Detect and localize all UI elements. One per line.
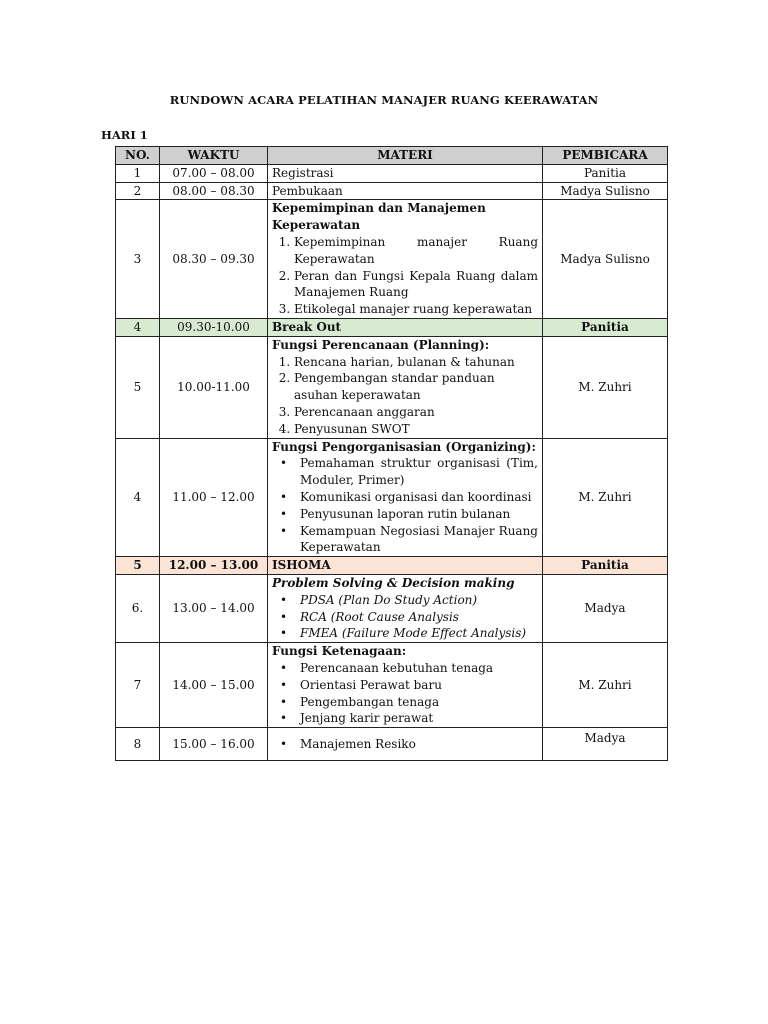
material-title: Problem Solving & Decision making — [272, 575, 515, 590]
row-speaker: Panitia — [543, 557, 668, 575]
list-item: 3. Etikolegal manajer ruang keperawatan — [294, 301, 538, 318]
table-row — [116, 336, 668, 438]
list-item: • Kemampuan Negosiasi Manajer Ruang Keperawatan — [300, 523, 538, 557]
row-time: 11.00 – 12.00 — [160, 438, 268, 557]
list-item: 1. Rencana harian, bulanan & tahunan — [294, 354, 538, 371]
list-item: • Komunikasi organisasi dan koordinasi — [300, 489, 538, 506]
list-item: • Orientasi Perawat baru — [300, 677, 538, 694]
list-item: • FMEA (Failure Mode Effect Analysis) — [300, 625, 538, 642]
list-item: 3. Perencanaan anggaran — [294, 404, 538, 421]
row-no: 8 — [116, 728, 160, 761]
table-row — [116, 643, 668, 728]
row-material: Registrasi — [268, 164, 543, 182]
row-no: 4 — [116, 318, 160, 336]
material-list — [272, 234, 538, 318]
row-no: 6. — [116, 574, 160, 642]
list-item: • Penyusunan laporan rutin bulanan — [300, 506, 538, 523]
row-time: 08.30 – 09.30 — [160, 200, 268, 319]
list-item: • Pemahaman struktur organisasi (Tim, Moduler, Primer) — [300, 455, 538, 489]
row-no: 1 — [116, 164, 160, 182]
row-time: 13.00 – 14.00 — [160, 574, 268, 642]
list-item: 1. Kepemimpinan manajer Ruang Keperawatan — [294, 234, 538, 268]
table-row — [116, 438, 668, 557]
list-item: • Jenjang karir perawat — [300, 710, 538, 727]
row-time: 15.00 – 16.00 — [160, 728, 268, 761]
row-speaker: Panitia — [543, 318, 668, 336]
table-row — [116, 200, 668, 319]
material-list — [272, 660, 538, 727]
row-no: 5 — [116, 557, 160, 575]
list-item: • PDSA (Plan Do Study Action) — [300, 592, 538, 609]
material-list — [272, 455, 538, 556]
row-no: 5 — [116, 336, 160, 438]
material-list — [272, 592, 538, 642]
row-material: Pembukaan — [268, 182, 543, 200]
row-material — [268, 438, 543, 557]
row-no: 2 — [116, 182, 160, 200]
table-row — [116, 182, 668, 200]
rundown-table — [115, 146, 668, 761]
day-label: HARI 1 — [101, 128, 148, 142]
list-item: 2. Peran dan Fungsi Kepala Ruang dalam Manajemen Ruang — [294, 268, 538, 302]
row-time: 09.30-10.00 — [160, 318, 268, 336]
row-time: 07.00 – 08.00 — [160, 164, 268, 182]
row-speaker: Madya — [543, 728, 668, 761]
row-speaker: Madya Sulisno — [543, 200, 668, 319]
row-speaker: M. Zuhri — [543, 643, 668, 728]
row-speaker: M. Zuhri — [543, 438, 668, 557]
material-list — [272, 736, 538, 753]
row-speaker: Madya — [543, 574, 668, 642]
table-row-break — [116, 318, 668, 336]
material-title: Fungsi Perencanaan (Planning): — [272, 337, 490, 352]
material-title: Kepemimpinan dan Manajemen Keperawatan — [272, 201, 486, 233]
list-item: 2. Pengembangan standar panduan asuhan keperawatan — [294, 370, 538, 404]
table-header-row — [116, 147, 668, 165]
row-material — [268, 336, 543, 438]
row-speaker: Panitia — [543, 164, 668, 182]
row-time: 10.00-11.00 — [160, 336, 268, 438]
header-material: MATERI — [268, 147, 543, 165]
list-item: • Manajemen Resiko — [300, 736, 538, 753]
list-item: • RCA (Root Cause Analysis — [300, 609, 538, 626]
row-speaker: Madya Sulisno — [543, 182, 668, 200]
row-material — [268, 728, 543, 761]
row-time: 14.00 – 15.00 — [160, 643, 268, 728]
list-item: • Perencanaan kebutuhan tenaga — [300, 660, 538, 677]
material-list — [272, 354, 538, 438]
row-time: 12.00 – 13.00 — [160, 557, 268, 575]
header-speaker: PEMBICARA — [543, 147, 668, 165]
row-no: 7 — [116, 643, 160, 728]
header-no: NO. — [116, 147, 160, 165]
material-title: Fungsi Ketenagaan: — [272, 644, 407, 659]
row-speaker: M. Zuhri — [543, 336, 668, 438]
document-title: RUNDOWN ACARA PELATIHAN MANAJER RUANG KEERAWATAN — [169, 93, 599, 107]
row-time: 08.00 – 08.30 — [160, 182, 268, 200]
row-material — [268, 574, 543, 642]
row-material: ISHOMA — [268, 557, 543, 575]
material-title: Fungsi Pengorganisasian (Organizing): — [272, 439, 536, 454]
row-no: 3 — [116, 200, 160, 319]
table-row — [116, 164, 668, 182]
list-item: • Pengembangan tenaga — [300, 694, 538, 711]
table-row — [116, 574, 668, 642]
row-material — [268, 643, 543, 728]
table-row — [116, 728, 668, 761]
row-no: 4 — [116, 438, 160, 557]
row-material — [268, 200, 543, 319]
list-item: 4. Penyusunan SWOT — [294, 421, 538, 438]
table-row-ishoma — [116, 557, 668, 575]
row-material: Break Out — [268, 318, 543, 336]
header-time: WAKTU — [160, 147, 268, 165]
